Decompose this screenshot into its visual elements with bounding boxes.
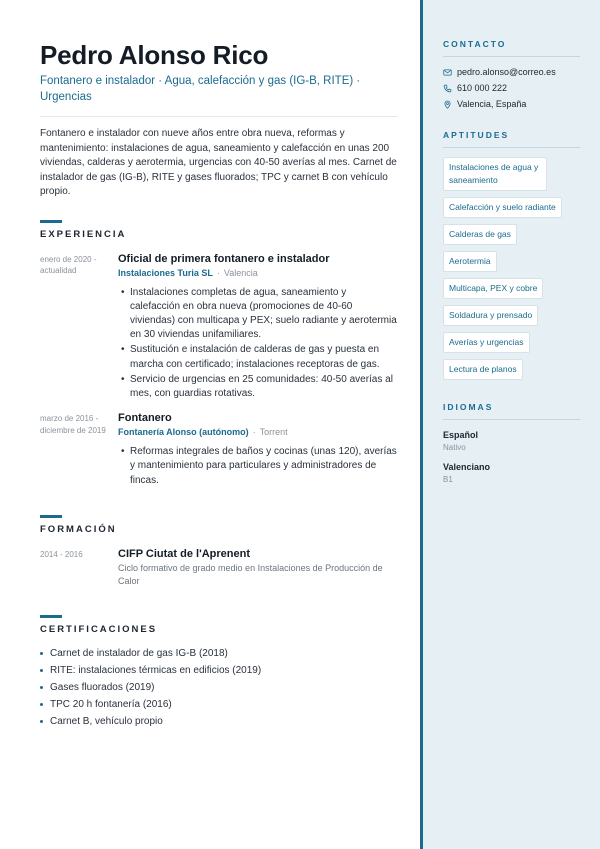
certification-item: Carnet de instalador de gas IG-B (2018) (40, 645, 398, 662)
location-pin-icon (443, 100, 452, 109)
skill-tag: Soldadura y prensado (443, 305, 538, 326)
headline: Fontanero e instalador · Agua, calefacción y gas (IG-B, RITE) · Urgencias (40, 75, 361, 103)
job-date: marzo de 2016 - diciembre de 2019 (40, 414, 106, 435)
skill-tag: Aerotermia (443, 251, 497, 272)
education-school: CIFP Ciutat de l'Aprenent (118, 547, 250, 560)
job-company: Instalaciones Turia SL (118, 267, 213, 278)
job-bullets (121, 445, 398, 488)
experience-title: EXPERIENCIA (40, 228, 127, 240)
sidebar-divider (443, 56, 580, 57)
phone-icon (443, 84, 452, 93)
job-company: Fontanería Alonso (autónomo) (118, 427, 249, 438)
job-bullets (121, 286, 398, 402)
section-accent-bar (40, 220, 62, 223)
skill-tag: Instalaciones de agua y saneamiento (443, 157, 547, 191)
certifications-title: CERTIFICACIONES (40, 623, 158, 635)
education-entry (40, 547, 398, 588)
phone-text: 610 000 222 (457, 83, 508, 93)
skill-tag: Multicapa, PEX y cobre (443, 278, 543, 299)
education-title: FORMACIÓN (40, 523, 117, 535)
language-name: Español (443, 430, 479, 440)
job-org (118, 267, 398, 279)
certification-item: Carnet B, vehículo propio (40, 713, 398, 730)
sidebar-divider (443, 419, 580, 420)
education-date: 2014 - 2016 (40, 549, 83, 559)
job-bullet: • Instalaciones completas de agua, saneamiento y calefacción en obra nueva (promociones de 40-60 viviendas) con multicapa y PEX; suelo radiante y aerotermia en 30 viviendas unifamiliares. (121, 286, 398, 343)
location-text: Valencia, España (457, 99, 527, 109)
job-bullet: • Reformas integrales de baños y cocinas (unas 120), averías y mantenimiento para particulares y administradores de fincas. (121, 445, 398, 488)
skill-tag: Averías y urgencias (443, 332, 530, 353)
job-title: Fontanero (118, 412, 172, 425)
email-text: pedro.alonso@correo.es (457, 67, 556, 77)
job-location: Valencia (223, 267, 258, 278)
job-date: enero de 2020 - actualidad (40, 254, 97, 275)
job-title: Oficial de primera fontanero e instalador (118, 252, 330, 265)
contact-email[interactable] (443, 66, 582, 78)
certification-item: RITE: instalaciones térmicas en edificios (2019) (40, 662, 398, 679)
contact-title: CONTACTO (443, 39, 507, 49)
skill-tag: Calefacción y suelo radiante (443, 197, 562, 218)
job-location: Torrent (259, 427, 288, 438)
language-level: B1 (443, 475, 453, 484)
language-name: Valenciano (443, 462, 491, 472)
skill-tag: Calderas de gas (443, 224, 517, 245)
experience-section-header (40, 220, 398, 240)
summary: Fontanero e instalador con nueve años entre obra nueva, reformas y mantenimiento: instalaciones de agua, saneamiento y calefacción en unas 200 viviendas, calderas y aerotermia, urgencias con 40-50 averías al mes. Carnet de instalador de gas (IG-B), RITE y gases fluorados; TPC y carnet B con vehículo propio. (40, 128, 397, 197)
certifications-section-header (40, 615, 398, 635)
contact-phone[interactable] (443, 82, 582, 94)
skills-title: APTITUDES (443, 130, 510, 140)
section-accent-bar (40, 515, 62, 518)
certification-item: TPC 20 h fontanería (2016) (40, 696, 398, 713)
language-level: Nativo (443, 443, 466, 452)
sidebar (420, 0, 600, 849)
job-separator: · (252, 427, 256, 438)
skills-list (443, 157, 582, 386)
education-section-header (40, 515, 398, 535)
job-bullet: • Sustitución e instalación de calderas de gas y puesta en marcha con certificado; instalaciones receptoras de gas. (121, 343, 398, 371)
contact-location (443, 98, 582, 110)
candidate-name: Pedro Alonso Rico (40, 40, 269, 70)
certifications-list (40, 645, 398, 730)
skill-tag: Lectura de planos (443, 359, 523, 380)
certification-item: Gases fluorados (2019) (40, 679, 398, 696)
languages-title: IDIOMAS (443, 402, 494, 412)
divider (40, 116, 398, 117)
section-accent-bar (40, 615, 62, 618)
job-bullet: • Servicio de urgencias en 25 comunidades: 40-50 averías al mes, con guardias rotativas. (121, 373, 398, 401)
education-program: Ciclo formativo de grado medio en Instalaciones de Producción de Calor (118, 562, 383, 586)
job-separator: · (216, 267, 220, 278)
job-entry (40, 411, 398, 489)
sidebar-divider (443, 147, 580, 148)
language-item (443, 429, 582, 453)
job-entry (40, 252, 398, 403)
mail-icon (443, 68, 452, 77)
job-org (118, 426, 398, 438)
language-item (443, 461, 582, 485)
